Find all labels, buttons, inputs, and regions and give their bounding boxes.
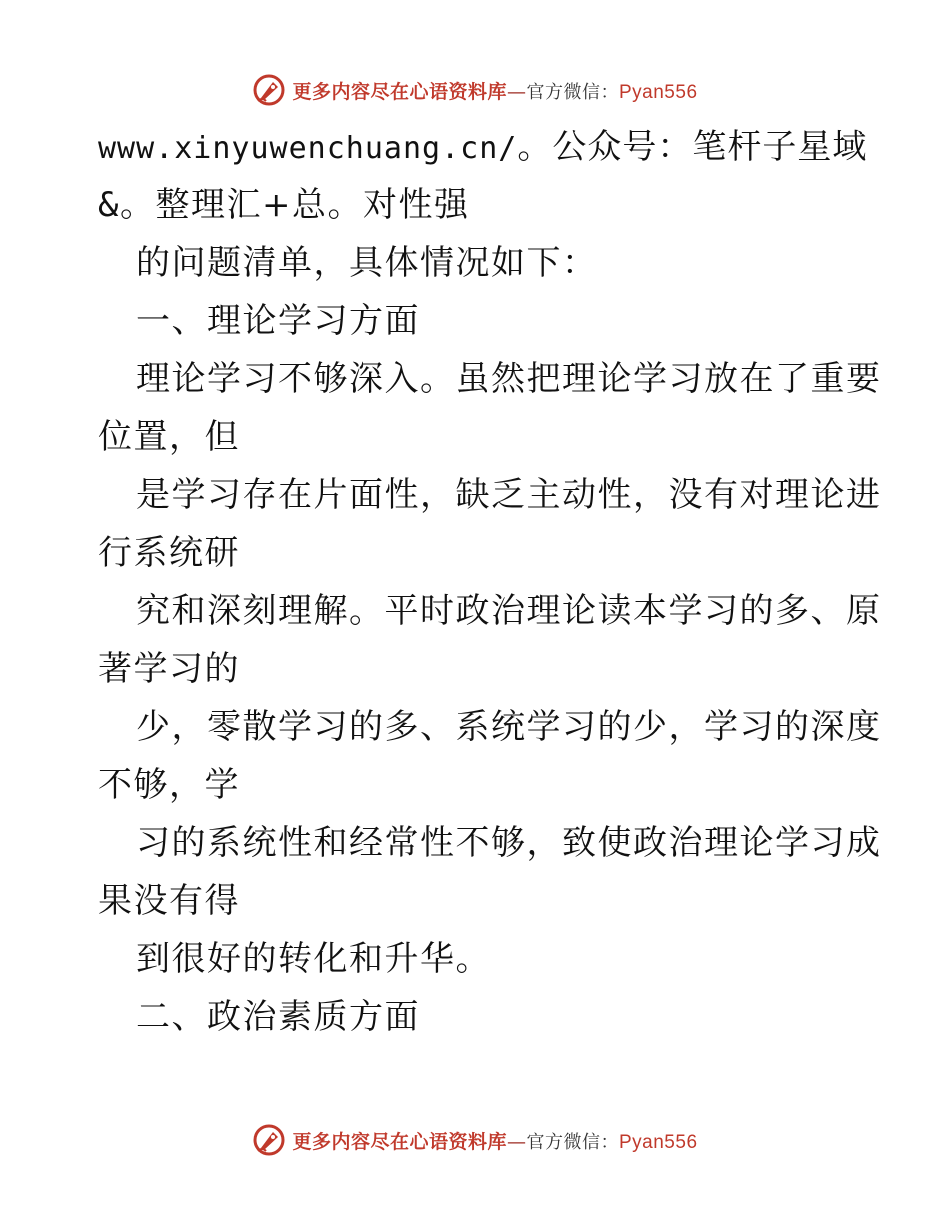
doc-ampersand: &	[98, 185, 120, 225]
header-banner	[0, 70, 950, 110]
document-body	[98, 118, 882, 1046]
doc-line: 行系统研	[98, 533, 240, 573]
doc-url: www.xinyuwenchuang.cn/	[98, 131, 518, 166]
footer-banner	[0, 1120, 950, 1160]
doc-line-1	[98, 118, 868, 176]
doc-line: 位置，但	[98, 417, 240, 457]
footer-banner-text	[292, 1127, 697, 1154]
banner-separator: —	[507, 1130, 527, 1153]
doc-line: 到很好的转化和升华。	[136, 939, 491, 979]
banner-separator: —	[507, 80, 527, 103]
banner-main-text: 更多内容尽在心语资料库	[292, 80, 507, 103]
doc-line: 少，零散学习的多、系统学习的少，学习的深度	[136, 707, 882, 747]
doc-line-2-rest: 。整理汇+总。对性强	[119, 185, 470, 225]
doc-line: 不够，学	[98, 765, 240, 805]
doc-line: 究和深刻理解。平时政治理论读本学习的多、原	[136, 591, 882, 631]
header-banner-text	[292, 77, 697, 104]
doc-line-1-rest: 。公众号：笔杆子星域	[517, 127, 868, 167]
doc-line-2	[98, 176, 868, 234]
doc-line: 是学习存在片面性，缺乏主动性，没有对理论进	[136, 475, 882, 515]
doc-line: 的问题清单，具体情况如下：	[136, 243, 598, 283]
section-heading-politics: 二、政治素质方面	[136, 997, 420, 1037]
banner-wechat-label: 官方微信：	[526, 81, 619, 103]
section-heading-theory: 一、理论学习方面	[136, 301, 420, 341]
doc-line: 理论学习不够深入。虽然把理论学习放在了重要	[136, 359, 882, 399]
pen-nib-logo-icon	[252, 1123, 286, 1157]
banner-wechat-label: 官方微信：	[526, 1131, 619, 1153]
doc-line: 著学习的	[98, 649, 240, 689]
pen-nib-logo-icon	[252, 73, 286, 107]
doc-line: 果没有得	[98, 881, 240, 921]
banner-main-text: 更多内容尽在心语资料库	[292, 1130, 507, 1153]
banner-wechat-id: Pyan556	[619, 81, 698, 103]
banner-wechat-id: Pyan556	[619, 1131, 698, 1153]
doc-line: 习的系统性和经常性不够，致使政治理论学习成	[136, 823, 882, 863]
